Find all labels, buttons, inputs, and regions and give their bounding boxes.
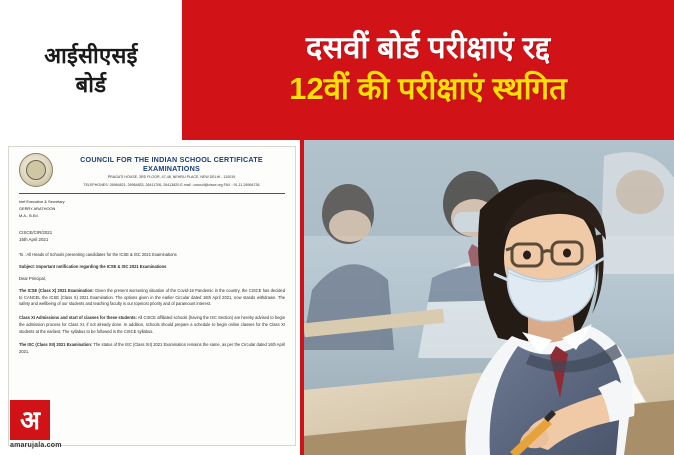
document-reference (19, 229, 285, 244)
document-address: PRAGATI HOUSE, 3RD FLOOR, 47-48, NEHRU PLACE, NEW DELHI - 110019 (107, 175, 236, 179)
paragraph-2-body: All CISCE affiliated schools (having the ISC Section) are hereby advised to begin the admission process for Class XI, if not already done. In addition, schools should prepare a schedule to begin online classes for the Class XI students at the earliest. The syllabus to be followed is the CISCE syllabus. (19, 315, 285, 334)
headline-secondary: 12वीं की परीक्षाएं स्थगित (289, 71, 567, 106)
document-contact: TELEPHONES: 26964821, 26964833, 26411706, 26413820 E-mail : council@cisce.org FAX : 91-11-26964736 (83, 182, 260, 187)
document-paragraph-1 (19, 288, 285, 308)
reference-number: CISCE/CIR/2021 (19, 229, 53, 235)
banner-left-label (0, 0, 182, 140)
paragraph-2-lead: Class XI Admissions and start of classes for these students: (19, 315, 137, 321)
amarujala-logo-icon: अ (10, 400, 50, 440)
exam-photo-illustration (304, 140, 674, 455)
document-subject: Subject: Important notification regarding the ICSE & ISC 2021 Examinations (19, 263, 167, 269)
paragraph-1-body: Given the present worsening situation of the Covid-19 Pandemic in the country, the CISCE has decided to CANCEL the ICSE (Class X) 2021 Examination. The options given in the earlier Circular dated 16th April 2021, now stands withdrawn. The safety and wellbeing of our students and teaching faculty is our topmost priority and of paramount interest. (19, 287, 285, 307)
lower-section (0, 140, 674, 455)
signatory-qualification: M.A., B.Ed. (19, 212, 39, 218)
document-signatory-block (19, 198, 285, 219)
amarujala-label: amarujala.com (10, 442, 62, 449)
document-paragraph-3 (19, 342, 285, 356)
paragraph-3-lead: The ISC (Class XII) 2021 Examination: (19, 342, 93, 348)
banner-left-line-1: आईसीएसई (44, 42, 138, 68)
document-date: 16th April 2021 (19, 237, 49, 243)
paragraph-1-lead: The ICSE (Class X) 2021 Examination: (19, 287, 94, 293)
top-banner (0, 0, 674, 140)
document-salutation: Dear Principal, (19, 275, 46, 281)
letterhead-divider (19, 193, 285, 194)
document-paragraph-2 (19, 315, 285, 335)
signatory-name: GERRY ARATHOON (19, 205, 56, 211)
signatory-designation: hief Executive & Secretary (19, 198, 65, 204)
headline-primary: दसवीं बोर्ड परीक्षाएं रद्द (305, 29, 551, 65)
document-title: COUNCIL FOR THE INDIAN SCHOOL CERTIFICATE EXAMINATIONS (80, 155, 263, 173)
document-header (19, 153, 285, 189)
cisce-emblem-icon (19, 153, 53, 187)
banner-left-line-2: बोर्ड (75, 72, 107, 97)
paragraph-3-body: The status of the ISC (Class XII) 2021 Examination remains the same, as per the Circular dated 16th April 2021. (19, 342, 285, 355)
exam-photo (304, 140, 674, 455)
document-recipient: To : All Heads of Schools presenting candidates for the ICSE & ISC 2021 Examinations (19, 251, 177, 257)
document-letterhead (58, 153, 285, 189)
banner-headline-block (182, 0, 674, 140)
amarujala-watermark (10, 400, 66, 449)
